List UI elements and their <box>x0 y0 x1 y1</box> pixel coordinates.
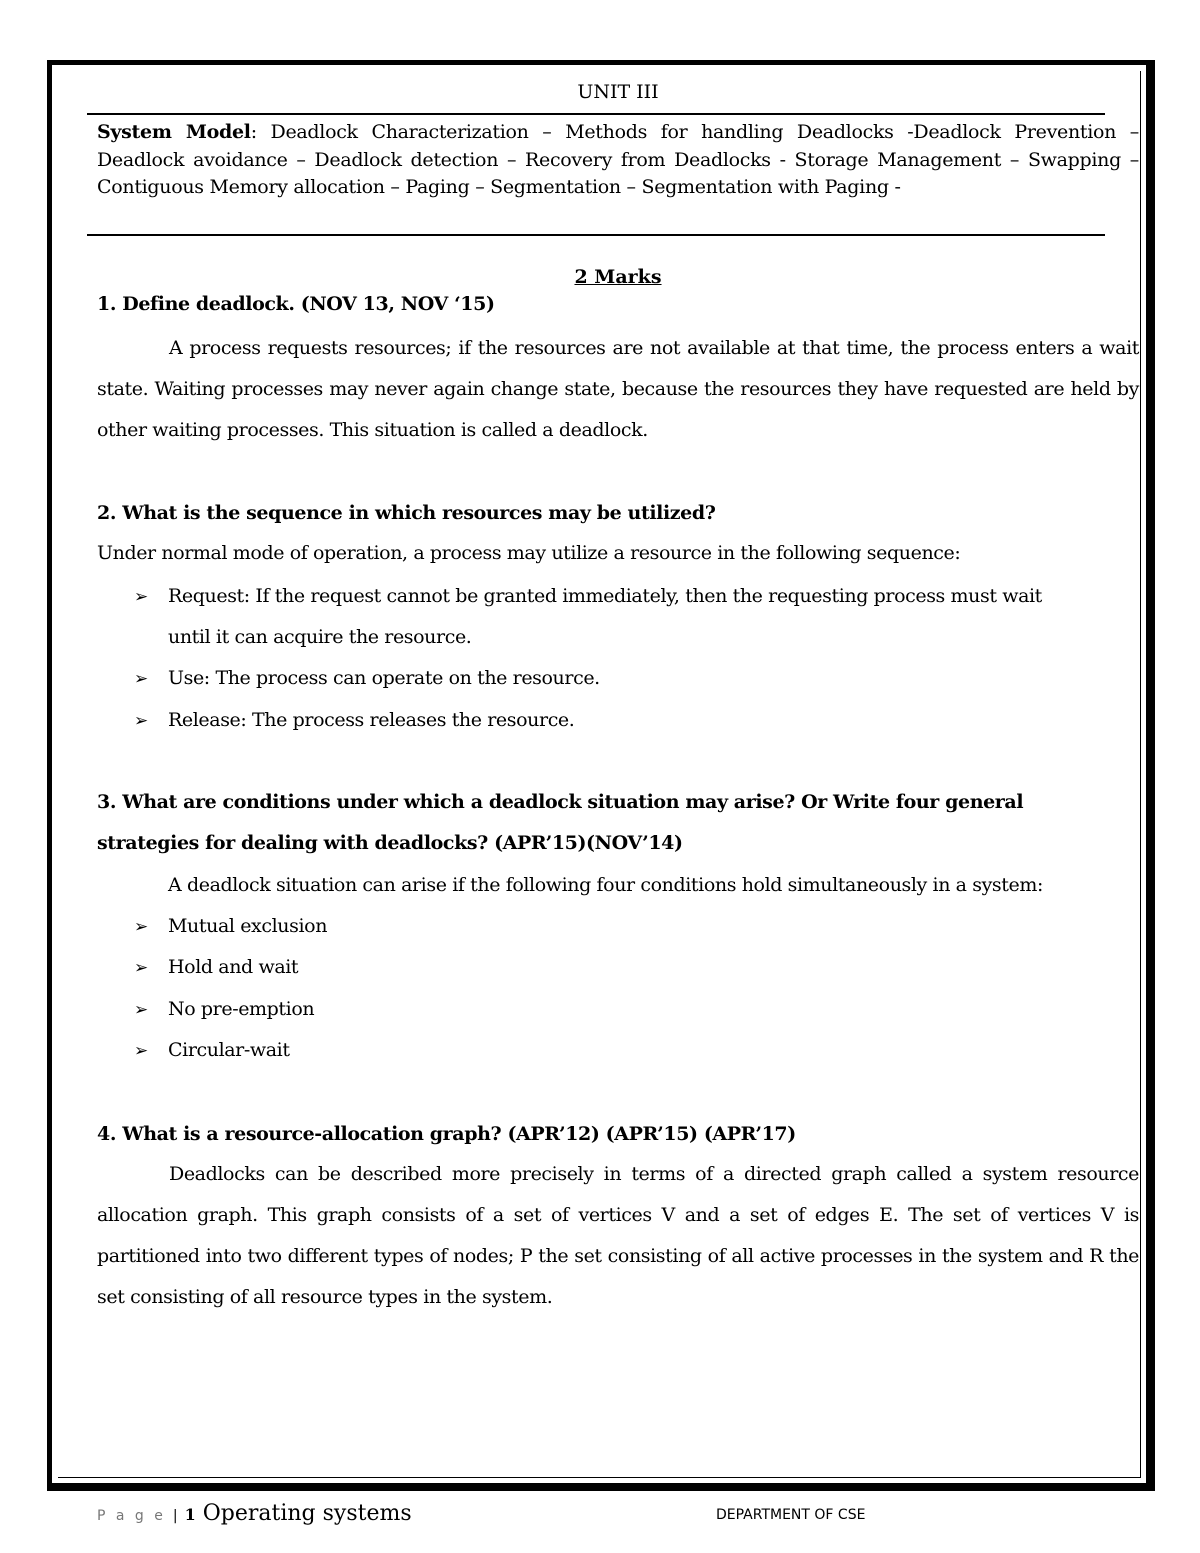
course-name: Operating systems <box>202 1501 412 1526</box>
question-3-intro: A deadlock situation can arise if the following four conditions hold simultaneously in a system: <box>168 874 1043 896</box>
arrow-bullet-icon: ➢ <box>134 1000 148 1020</box>
arrow-bullet-icon: ➢ <box>134 958 148 978</box>
arrow-bullet-icon: ➢ <box>134 917 148 937</box>
arrow-bullet-icon: ➢ <box>134 669 148 689</box>
question-3-title-line-1: 3. What are conditions under which a deadlock situation may arise? Or Write four general <box>97 791 1024 813</box>
page-separator: | <box>172 1508 178 1524</box>
unit-title: UNIT III <box>577 81 659 103</box>
arrow-bullet-icon: ➢ <box>134 587 148 607</box>
arrow-bullet-icon: ➢ <box>134 711 148 731</box>
list-item: ➢ Hold and wait <box>134 956 299 978</box>
section-heading: 2 Marks <box>574 266 662 288</box>
arrow-bullet-icon: ➢ <box>134 1041 148 1061</box>
department-label: DEPARTMENT OF CSE <box>716 1507 866 1523</box>
question-4-title: 4. What is a resource-allocation graph? (APR’12) (APR’15) (APR’17) <box>97 1123 796 1145</box>
question-3-title-line-2: strategies for dealing with deadlocks? (APR’15)(NOV’14) <box>97 832 683 854</box>
list-item: ➢ Circular-wait <box>134 1039 290 1061</box>
syllabus-text: : Deadlock Characterization – Methods for handling Deadlocks -Deadlock Prevention – Deadlock avoidance – Deadlock detection – Recovery from Deadlocks - Storage Management – Swapping – Contiguous Memory allocation – Paging – Segmentation – Segmentation with Paging - <box>97 121 1139 198</box>
question-1-answer: A process requests resources; if the resources are not available at that time, the process enters a wait state. Waiting processes may never again change state, because the resources they have requested are held by other waiting processes. This situation is called a deadlock. <box>97 337 1139 441</box>
list-item-continuation: until it can acquire the resource. <box>168 626 472 648</box>
list-item: ➢ Request: If the request cannot be granted immediately, then the requesting process must wait <box>134 585 1042 607</box>
question-4-answer: Deadlocks can be described more precisely in terms of a directed graph called a system resource allocation graph. This graph consists of a set of vertices V and a set of edges E. The set of vertices V is partitioned into two different types of nodes; P the set consisting of all active processes in the system and R the set consisting of all resource types in the system. <box>97 1163 1139 1308</box>
question-1-title: 1. Define deadlock. (NOV 13, NOV ‘15) <box>97 293 495 315</box>
question-2-intro: Under normal mode of operation, a process may utilize a resource in the following sequence: <box>97 542 961 564</box>
list-item: ➢ No pre-emption <box>134 998 315 1020</box>
syllabus-paragraph <box>97 119 1139 202</box>
page-label: P a g e <box>97 1508 166 1524</box>
list-item: ➢ Release: The process releases the resource. <box>134 709 575 731</box>
list-item: ➢ Use: The process can operate on the resource. <box>134 667 600 689</box>
header-rule-bottom <box>87 234 1105 236</box>
page-footer-left <box>97 1501 412 1526</box>
syllabus-label: System Model <box>97 121 251 143</box>
list-item: ➢ Mutual exclusion <box>134 915 328 937</box>
page-number: 1 <box>184 1505 196 1524</box>
header-rule-top <box>87 113 1105 115</box>
question-2-title: 2. What is the sequence in which resources may be utilized? <box>97 502 716 524</box>
